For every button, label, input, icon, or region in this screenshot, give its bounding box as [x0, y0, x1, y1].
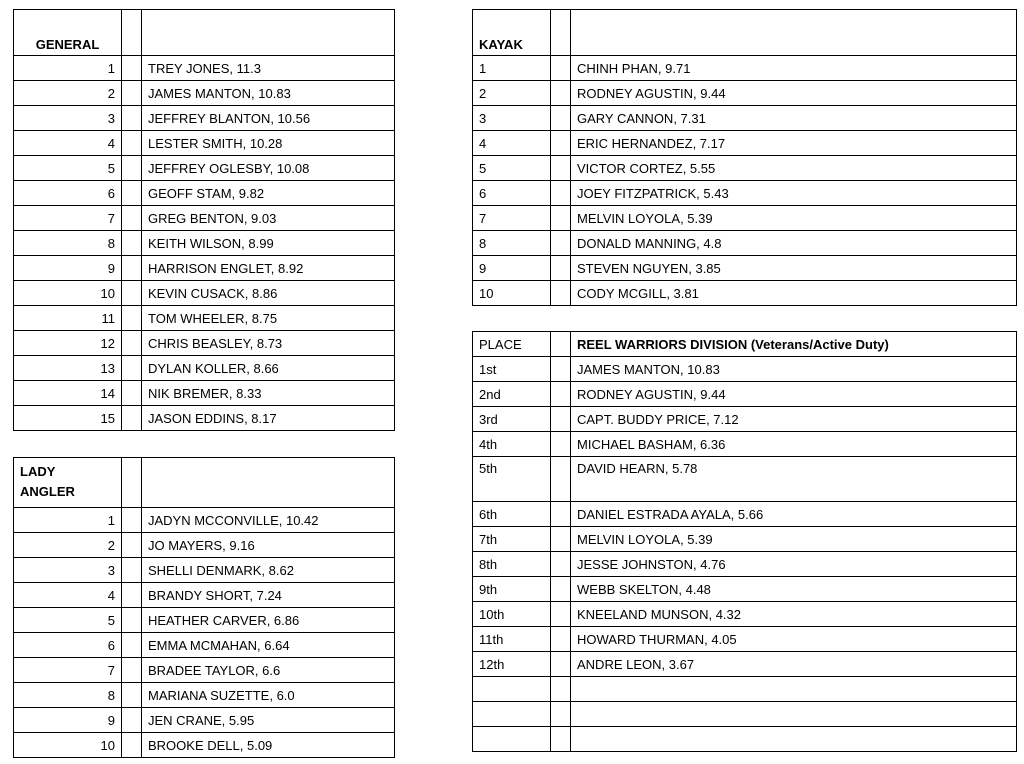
- gap-cell: [122, 156, 142, 181]
- general-title: GENERAL: [14, 10, 122, 56]
- table-row: [473, 407, 1017, 432]
- place-cell: 10th: [473, 602, 551, 627]
- empty-cell: [571, 702, 1017, 727]
- place-cell: 5th: [473, 457, 551, 502]
- place-cell: 7th: [473, 527, 551, 552]
- table-row: [14, 381, 395, 406]
- gap-cell: [122, 306, 142, 331]
- gap-cell: [551, 552, 571, 577]
- place-cell: 6: [14, 633, 122, 658]
- place-cell: 2: [14, 533, 122, 558]
- table-row: [14, 658, 395, 683]
- gap-cell: [122, 281, 142, 306]
- general-header-row: [14, 10, 395, 56]
- gap-cell: [551, 357, 571, 382]
- reel-header-row: [473, 332, 1017, 357]
- entry-cell: RODNEY AGUSTIN, 9.44: [571, 382, 1017, 407]
- table-row: [14, 558, 395, 583]
- header-blank-cell: [142, 10, 395, 56]
- entry-cell: ERIC HERNANDEZ, 7.17: [571, 131, 1017, 156]
- gap-cell: [122, 406, 142, 431]
- entry-cell: BROOKE DELL, 5.09: [142, 733, 395, 758]
- entry-cell: JESSE JOHNSTON, 4.76: [571, 552, 1017, 577]
- gap-cell: [551, 131, 571, 156]
- gap-cell: [122, 231, 142, 256]
- gap-cell: [122, 533, 142, 558]
- table-row: [473, 602, 1017, 627]
- gap-cell: [551, 106, 571, 131]
- entry-cell: CHRIS BEASLEY, 8.73: [142, 331, 395, 356]
- entry-cell: JEFFREY OGLESBY, 10.08: [142, 156, 395, 181]
- empty-cell: [551, 677, 571, 702]
- table-row: [14, 206, 395, 231]
- empty-cell: [551, 702, 571, 727]
- gap-cell: [122, 658, 142, 683]
- gap-cell: [551, 652, 571, 677]
- kayak-header-row: [473, 10, 1017, 56]
- table-row: [473, 56, 1017, 81]
- entry-cell: CHINH PHAN, 9.71: [571, 56, 1017, 81]
- place-cell: 13: [14, 356, 122, 381]
- place-cell: 1: [14, 56, 122, 81]
- entry-cell: RODNEY AGUSTIN, 9.44: [571, 81, 1017, 106]
- table-row: [14, 81, 395, 106]
- entry-cell: HARRISON ENGLET, 8.92: [142, 256, 395, 281]
- lady-angler-table: [13, 457, 395, 758]
- gap-cell: [122, 708, 142, 733]
- entry-cell: JADYN MCCONVILLE, 10.42: [142, 508, 395, 533]
- table-row: [473, 652, 1017, 677]
- place-cell: 5: [473, 156, 551, 181]
- place-cell: 6: [14, 181, 122, 206]
- place-cell: 11th: [473, 627, 551, 652]
- gap-cell: [551, 56, 571, 81]
- general-table: [13, 9, 395, 431]
- table-row: [473, 552, 1017, 577]
- table-row: [14, 231, 395, 256]
- table-row: [473, 382, 1017, 407]
- table-row: [473, 156, 1017, 181]
- entry-cell: JASON EDDINS, 8.17: [142, 406, 395, 431]
- gap-cell: [551, 502, 571, 527]
- gap-cell: [551, 81, 571, 106]
- entry-cell: KEVIN CUSACK, 8.86: [142, 281, 395, 306]
- place-cell: 4: [473, 131, 551, 156]
- place-cell: 3: [473, 106, 551, 131]
- table-row: [473, 432, 1017, 457]
- gap-cell: [122, 381, 142, 406]
- place-cell: 15: [14, 406, 122, 431]
- place-cell: 3: [14, 106, 122, 131]
- place-cell: 1st: [473, 357, 551, 382]
- gap-cell: [551, 231, 571, 256]
- entry-cell: JO MAYERS, 9.16: [142, 533, 395, 558]
- entry-cell: TOM WHEELER, 8.75: [142, 306, 395, 331]
- gap-cell: [122, 356, 142, 381]
- place-cell: 8: [14, 683, 122, 708]
- gap-cell: [551, 332, 571, 357]
- gap-cell: [122, 256, 142, 281]
- entry-cell: DONALD MANNING, 4.8: [571, 231, 1017, 256]
- place-cell: 6: [473, 181, 551, 206]
- reel-title: REEL WARRIORS DIVISION (Veterans/Active Duty): [571, 332, 1017, 357]
- table-row: [473, 131, 1017, 156]
- table-row: [14, 281, 395, 306]
- place-cell: 10: [14, 281, 122, 306]
- place-cell: 9: [14, 708, 122, 733]
- table-row: [14, 131, 395, 156]
- place-cell: 5: [14, 608, 122, 633]
- gap-cell: [122, 206, 142, 231]
- place-cell: 7: [14, 658, 122, 683]
- entry-cell: WEBB SKELTON, 4.48: [571, 577, 1017, 602]
- header-blank-cell: [571, 10, 1017, 56]
- place-cell: 2: [14, 81, 122, 106]
- entry-cell: NIK BREMER, 8.33: [142, 381, 395, 406]
- gap-cell: [122, 331, 142, 356]
- entry-cell: DANIEL ESTRADA AYALA, 5.66: [571, 502, 1017, 527]
- kayak-title: KAYAK: [473, 10, 551, 56]
- entry-cell: KNEELAND MUNSON, 4.32: [571, 602, 1017, 627]
- entry-cell: GARY CANNON, 7.31: [571, 106, 1017, 131]
- place-cell: 14: [14, 381, 122, 406]
- empty-cell: [571, 677, 1017, 702]
- entry-cell: CODY MCGILL, 3.81: [571, 281, 1017, 306]
- gap-cell: [122, 558, 142, 583]
- place-cell: 4th: [473, 432, 551, 457]
- entry-cell: GEOFF STAM, 9.82: [142, 181, 395, 206]
- table-row: [473, 357, 1017, 382]
- place-cell: 9th: [473, 577, 551, 602]
- lady-title-line1: LADY: [20, 464, 56, 479]
- header-blank-cell: [142, 458, 395, 508]
- table-row: [473, 527, 1017, 552]
- gap-cell: [551, 156, 571, 181]
- entry-cell: GREG BENTON, 9.03: [142, 206, 395, 231]
- table-row: [14, 533, 395, 558]
- table-row: [14, 708, 395, 733]
- entry-cell: BRANDY SHORT, 7.24: [142, 583, 395, 608]
- place-cell: 8: [14, 231, 122, 256]
- reel-warriors-table: [472, 331, 1017, 752]
- table-row: [14, 106, 395, 131]
- table-row: [473, 256, 1017, 281]
- place-cell: 4: [14, 583, 122, 608]
- table-row: [473, 457, 1017, 502]
- entry-cell: DYLAN KOLLER, 8.66: [142, 356, 395, 381]
- place-cell: 4: [14, 131, 122, 156]
- gap-cell: [551, 602, 571, 627]
- lady-title-line2: ANGLER: [20, 484, 75, 499]
- place-cell: 8: [473, 231, 551, 256]
- entry-cell: JEFFREY BLANTON, 10.56: [142, 106, 395, 131]
- entry-cell: MELVIN LOYOLA, 5.39: [571, 206, 1017, 231]
- place-cell: 2nd: [473, 382, 551, 407]
- entry-cell: JAMES MANTON, 10.83: [571, 357, 1017, 382]
- gap-cell: [551, 577, 571, 602]
- entry-cell: LESTER SMITH, 10.28: [142, 131, 395, 156]
- table-row: [14, 331, 395, 356]
- table-row: [473, 231, 1017, 256]
- gap-cell: [551, 281, 571, 306]
- gap-cell: [122, 683, 142, 708]
- place-cell: 5: [14, 156, 122, 181]
- table-row: [14, 56, 395, 81]
- table-row: [473, 502, 1017, 527]
- entry-cell: TREY JONES, 11.3: [142, 56, 395, 81]
- table-row: [14, 583, 395, 608]
- table-row: [473, 281, 1017, 306]
- gap-cell: [551, 256, 571, 281]
- entry-cell: SHELLI DENMARK, 8.62: [142, 558, 395, 583]
- table-row: [14, 683, 395, 708]
- entry-cell: VICTOR CORTEZ, 5.55: [571, 156, 1017, 181]
- entry-cell: ANDRE LEON, 3.67: [571, 652, 1017, 677]
- table-row: [473, 206, 1017, 231]
- place-cell: 12: [14, 331, 122, 356]
- gap-cell: [122, 131, 142, 156]
- table-row: [14, 733, 395, 758]
- entry-cell: EMMA MCMAHAN, 6.64: [142, 633, 395, 658]
- empty-cell: [551, 727, 571, 752]
- table-row: [14, 256, 395, 281]
- gap-cell: [122, 508, 142, 533]
- gap-cell: [122, 106, 142, 131]
- empty-cell: [473, 702, 551, 727]
- gap-cell: [122, 633, 142, 658]
- table-row: [14, 306, 395, 331]
- gap-cell: [122, 10, 142, 56]
- gap-cell: [551, 206, 571, 231]
- table-row: [473, 577, 1017, 602]
- empty-cell: [473, 677, 551, 702]
- gap-cell: [551, 627, 571, 652]
- place-cell: 10: [473, 281, 551, 306]
- lady-title: [14, 458, 122, 508]
- empty-row: [473, 677, 1017, 702]
- place-cell: 10: [14, 733, 122, 758]
- gap-cell: [122, 56, 142, 81]
- entry-cell: HOWARD THURMAN, 4.05: [571, 627, 1017, 652]
- empty-row: [473, 727, 1017, 752]
- place-cell: 8th: [473, 552, 551, 577]
- entry-cell: MARIANA SUZETTE, 6.0: [142, 683, 395, 708]
- table-row: [14, 508, 395, 533]
- gap-cell: [122, 733, 142, 758]
- gap-cell: [551, 181, 571, 206]
- entry-cell: CAPT. BUDDY PRICE, 7.12: [571, 407, 1017, 432]
- table-row: [14, 356, 395, 381]
- entry-cell: BRADEE TAYLOR, 6.6: [142, 658, 395, 683]
- entry-cell: MICHAEL BASHAM, 6.36: [571, 432, 1017, 457]
- entry-cell: MELVIN LOYOLA, 5.39: [571, 527, 1017, 552]
- place-cell: 3rd: [473, 407, 551, 432]
- gap-cell: [122, 608, 142, 633]
- gap-cell: [551, 457, 571, 502]
- table-row: [14, 181, 395, 206]
- gap-cell: [551, 432, 571, 457]
- gap-cell: [551, 382, 571, 407]
- table-row: [473, 106, 1017, 131]
- table-row: [473, 81, 1017, 106]
- place-cell: 3: [14, 558, 122, 583]
- place-cell: 12th: [473, 652, 551, 677]
- place-cell: 9: [14, 256, 122, 281]
- gap-cell: [551, 407, 571, 432]
- gap-cell: [122, 583, 142, 608]
- place-header: PLACE: [473, 332, 551, 357]
- entry-cell: JOEY FITZPATRICK, 5.43: [571, 181, 1017, 206]
- gap-cell: [122, 458, 142, 508]
- table-row: [14, 608, 395, 633]
- empty-row: [473, 702, 1017, 727]
- gap-cell: [551, 527, 571, 552]
- empty-cell: [571, 727, 1017, 752]
- lady-header-row: [14, 458, 395, 508]
- gap-cell: [122, 181, 142, 206]
- entry-cell: DAVID HEARN, 5.78: [571, 457, 1017, 502]
- place-cell: 2: [473, 81, 551, 106]
- gap-cell: [551, 10, 571, 56]
- place-cell: 9: [473, 256, 551, 281]
- place-cell: 6th: [473, 502, 551, 527]
- place-cell: 7: [14, 206, 122, 231]
- table-row: [14, 156, 395, 181]
- table-row: [473, 181, 1017, 206]
- kayak-table: [472, 9, 1017, 306]
- entry-cell: JEN CRANE, 5.95: [142, 708, 395, 733]
- entry-cell: STEVEN NGUYEN, 3.85: [571, 256, 1017, 281]
- place-cell: 1: [473, 56, 551, 81]
- entry-cell: HEATHER CARVER, 6.86: [142, 608, 395, 633]
- place-cell: 11: [14, 306, 122, 331]
- place-cell: 1: [14, 508, 122, 533]
- place-cell: 7: [473, 206, 551, 231]
- empty-cell: [473, 727, 551, 752]
- entry-cell: JAMES MANTON, 10.83: [142, 81, 395, 106]
- table-row: [14, 406, 395, 431]
- gap-cell: [122, 81, 142, 106]
- table-row: [14, 633, 395, 658]
- entry-cell: KEITH WILSON, 8.99: [142, 231, 395, 256]
- table-row: [473, 627, 1017, 652]
